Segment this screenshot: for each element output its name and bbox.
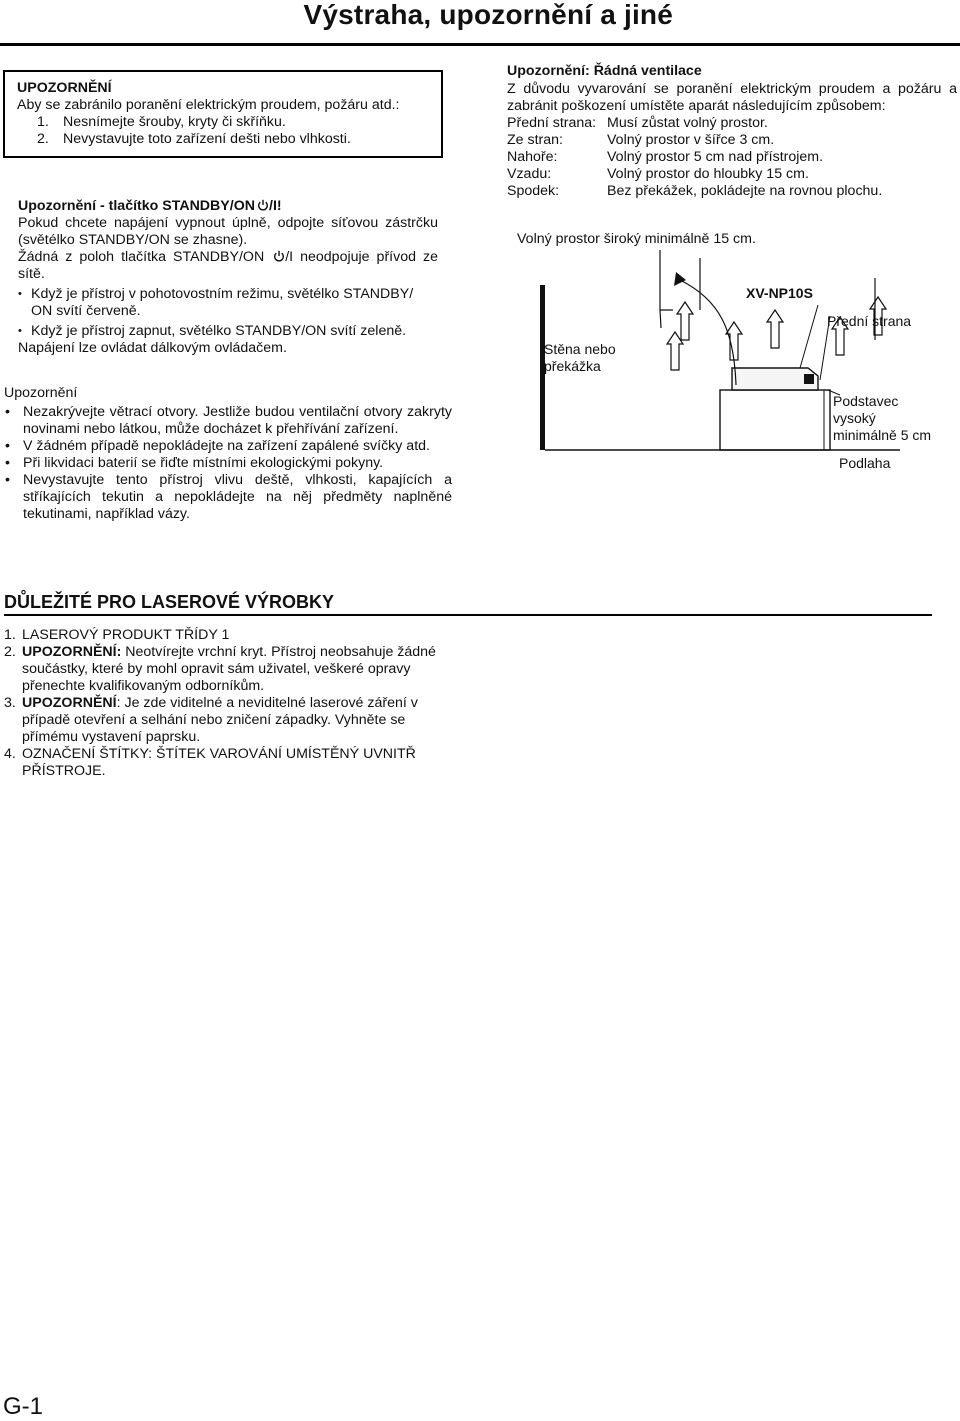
caution-item [37, 114, 429, 131]
laser-item-bold: UPOZORNĚNÍ [22, 695, 117, 711]
caution-item-num: 2. [37, 131, 49, 147]
vent-warning-bullet: • Nevystavujte tento přístroj vlivu deště, vlhkosti, kapajících a stříkajících tekutin a nepokládejte na něj předměty naplněné tekutinami, například vázy. [4, 472, 452, 523]
arrow-up-icon [726, 322, 742, 360]
laser-item [4, 644, 444, 695]
ventilation-row [507, 149, 957, 166]
laser-item-num: 1. [4, 627, 16, 643]
vent-warning-section [4, 385, 452, 523]
caution-item-text: Nesnímejte šrouby, kryty či skříňku. [63, 114, 286, 130]
caution-box [3, 70, 443, 158]
laser-item-bold: UPOZORNĚNÍ: [22, 644, 122, 660]
min-width-note: Volný prostor široký minimálně 15 cm. [517, 231, 756, 247]
stand-label: minimálně 5 cm [833, 427, 932, 443]
laser-title: DŮLEŽITÉ PRO LASEROVÉ VÝROBKY [4, 592, 335, 612]
laser-item [4, 695, 444, 746]
page-title: Výstraha, upozornění a jiné [303, 0, 673, 30]
ventilation-row [507, 132, 957, 149]
laser-item-text: Neotvírejte vrchní kryt. Přístroj neobsahuje žádné součástky, které by mohl opravit sám uživatel, veškeré opravy přenechte kvalifikovaným odborníkům. [22, 644, 436, 694]
standby-section [18, 198, 438, 357]
laser-item [4, 627, 444, 644]
power-standby-icon [273, 250, 285, 262]
device-front [804, 374, 814, 384]
standby-para: Žádná z poloh tlačítka STANDBY/ON /I neodpojuje přívod ze sítě. [18, 249, 438, 282]
laser-list [4, 627, 444, 780]
caution-item-num: 1. [37, 114, 49, 130]
laser-item-text: LASEROVÝ PRODUKT TŘÍDY 1 [22, 627, 230, 643]
ventilation-key: Spodek: [507, 183, 560, 199]
laser-rule [4, 614, 932, 616]
caution-intro: Aby se zabránilo poranění elektrickým proudem, požáru atd.: [17, 97, 400, 113]
standby-para: Pokud chcete napájení vypnout úplně, odpojte síťovou zástrčku (světélko STANDBY/ON se zhasne). [18, 215, 438, 248]
standby-footer: Napájení lze ovládat dálkovým ovládačem. [18, 340, 287, 356]
vent-warning-bullet: • V žádném případě nepokládejte na zařízení zapálené svíčky atd. [4, 438, 452, 455]
ventilation-value: Bez překážek, pokládejte na rovnou plochu. [607, 183, 883, 199]
ventilation-row [507, 166, 957, 183]
vent-warning-bullet: • Při likvidaci baterií se řiďte místními ekologickými pokyny. [4, 455, 452, 472]
ventilation-value: Musí zůstat volný prostor. [607, 115, 768, 131]
laser-item-text: : Je zde viditelné a neviditelné laserové záření v případě otevření a selhání nebo zničení západky. Vyhněte se přímému vystavení paprsku. [22, 695, 418, 745]
laser-item-num: 3. [4, 695, 16, 711]
vent-warning-bullet: • Nezakrývejte větrací otvory. Jestliže budou ventilační otvory zakryty novinami nebo látkou, může docházet k přehřívání zařízení. [4, 404, 452, 438]
model-label: XV-NP10S [746, 285, 813, 301]
title-rule [0, 43, 960, 46]
laser-item-text: OZNAČENÍ ŠTÍTKY: ŠTÍTEK VAROVÁNÍ UMÍSTĚNÝ UVNITŘ PŘÍSTROJE. [22, 746, 416, 779]
ventilation-key: Vzadu: [507, 166, 552, 182]
laser-item-num: 4. [4, 746, 16, 762]
ventilation-section [507, 63, 957, 200]
caution-heading: UPOZORNĚNÍ [17, 80, 112, 96]
standby-bullet: • Když je přístroj zapnut, světélko STANDBY/ON svítí zeleně. [18, 323, 438, 340]
caution-item [37, 131, 429, 148]
ventilation-value: Volný prostor v šířce 3 cm. [607, 132, 775, 148]
arrow-up-icon [677, 302, 693, 340]
ventilation-intro: Z důvodu vyvarování se poranění elektrickým proudem a požáru a zabránit poškození umístěte aparát následujícím způsobem: [507, 81, 957, 114]
wall-label: překážka [544, 358, 601, 374]
ventilation-value: Volný prostor do hloubky 15 cm. [607, 166, 809, 182]
ventilation-key: Přední strana: [507, 115, 597, 131]
ventilation-value: Volný prostor 5 cm nad přístrojem. [607, 149, 824, 165]
arrow-up-icon [767, 310, 783, 348]
laser-item [4, 746, 444, 780]
ventilation-key: Nahoře: [507, 149, 558, 165]
caution-item-text: Nevystavujte toto zařízení dešti nebo vlhkosti. [63, 131, 351, 147]
stand-label: Podstavec [833, 393, 899, 409]
stand-label: vysoký [833, 410, 876, 426]
front-label: Přední strana [827, 313, 912, 329]
ventilation-key: Ze stran: [507, 132, 563, 148]
ventilation-row [507, 183, 957, 200]
ventilation-diagram [500, 250, 960, 480]
ventilation-heading: Upozornění: Řádná ventilace [507, 63, 702, 79]
wall-label: Stěna nebo [544, 341, 616, 357]
ventilation-row [507, 115, 957, 132]
standby-bullet: • Když je přístroj v pohotovostním režimu, světélko STANDBY/ ON svítí červeně. [18, 286, 438, 320]
laser-item-num: 2. [4, 644, 16, 660]
floor-label: Podlaha [839, 455, 891, 471]
standby-heading: Upozornění - tlačítko STANDBY/ON /I! [18, 198, 282, 214]
stand [720, 390, 830, 450]
vent-warning-title: Upozornění [4, 385, 78, 401]
power-standby-icon [257, 199, 269, 211]
page-number: G-1 [3, 1393, 44, 1420]
